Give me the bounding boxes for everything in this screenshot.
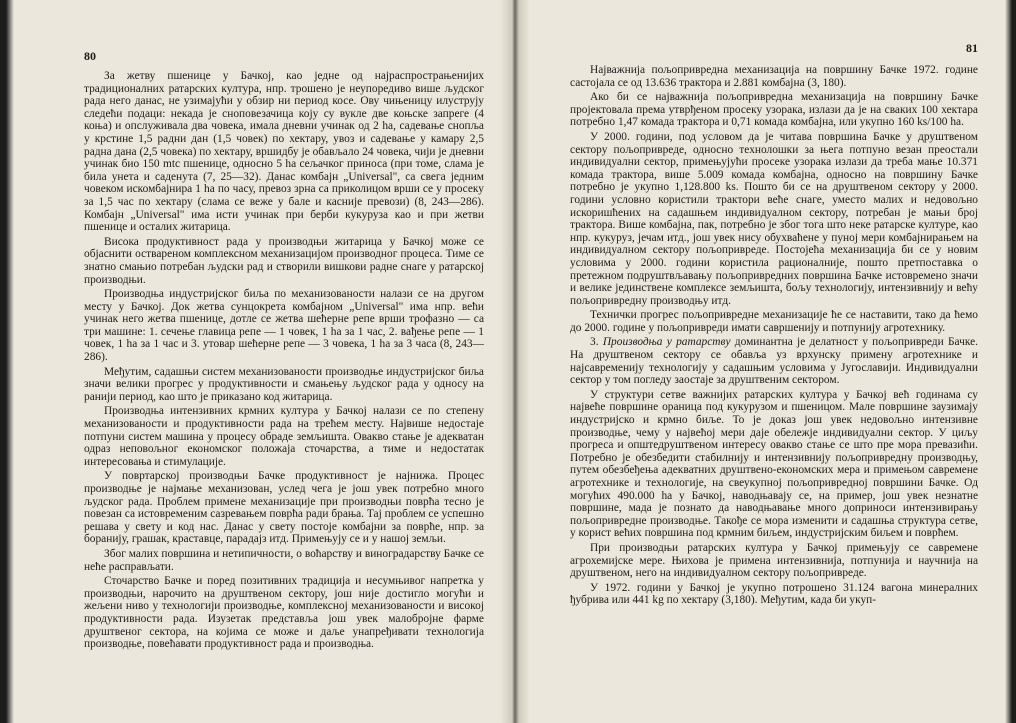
paragraph: Сточарство Бачке и поред позитивних традиција и несумњивог напретка у производњи, нарочито на друштвеном сектору, још није достигло могући и жељени ниво у технологији производње, комплексној механизованости и високој продуктивности рада. Изузетак представља још увек малобројне фарме друштвеног сектора, на којима се може и даље унапређивати технологија производње, повећавати продуктивност рада и производња.	[84, 575, 484, 651]
page-number: 80	[84, 49, 96, 63]
paragraph: Висока продуктивност рада у производњи житарица у Бачкој може се објаснити оствареном комплексном механизацијом производног процеса. Тиме се знатно смањио потребан људски рад и створили вишкови радне снаге у ратарској производњи.	[84, 235, 484, 286]
paragraph: Међутим, садашњи систем механизованости производње индустријског биља значи велики прогрес у продуктивности и смањењу људског рада у односу на ранији период, као што је приказано код житарица.	[84, 365, 484, 403]
paragraph: Производња интензивних крмних култура у Бачкој налази се по степену механизованости и продуктивности рада на трећем месту. Највише недостаје потпуни систем машина у процесу обраде земљишта. Овакво стање је адекватан одраз неповољног економског положаја сточарства, а тиме и недостатак интересовања и стимулације.	[84, 405, 484, 468]
paragraph: Најважнија пољопривредна механизација на површину Бачке 1972. године састојала се од 13.636 трактора и 2.881 комбајна (3, 180).	[570, 64, 978, 89]
paragraph: При производњи ратарских култура у Бачкој примењују се савремене агрохемијске мере. Њихова је примена интензивнија, потпунија и научнија на друштвеном, него на индивидуалном сектору пољопривреде.	[570, 541, 978, 580]
paragraph: У структури сетве важнијих ратарских култура у Бачкој већ годинама су највеће површине ораница под кукурузом и пшеницом. Мале површине заузимају индустријско и крмно биље. То је доказ још увек недовољно интензивне производње, чему у највећој мери даје обележје индивидуални сектор. У циљу прогреса и општедруштвеном интересу овакво стање се што пре мора превазићи. Потребно је обезбедити стабилнију и интензивнију пољопривредну производњу, путем обезбеђења адекватних друштвено-економских мера и примењом савремене агротехнике и технологије, на свеукупној пољопривредној површини Бачке. Од могућих 490.000 ha у Бачкој, наводњавају се, на пример, још увек незнатне површине, мада је познато да наводњавање много доприноси интензивирању пољопривредне производње. Такође се мора изменити и садашња структура сетве, у корист већих површина под крмним биљем, индустријским биљем и поврћем.	[570, 388, 978, 540]
paragraph: У повртарској производњи Бачке продуктивност је најнижа. Процес производње је најмање механизован, услед чега је још увек потребно много људског рада. Проблем примене механизације при производњи поврћа тесно је повезан са истовременим сазревањем поврћа ради брања. Тај проблем се успешно решава у свету и код нас. Данас у свету постоје комбајни за поврће, нпр. за боранију, грашак, краставце, парадајз итд. Примењују се и у нашој земљи.	[84, 470, 484, 546]
page-number: 81	[966, 41, 978, 55]
paragraph: За жетву пшенице у Бачкој, као једне од најраспрострањенијих традиционалних ратарских култура, нпр. трошено је неупоредиво више људског рада него данас, не узимајући у обзир ни период косе. Ову чињеницу илуструју следећи подаци: некада је сноповезачица коју су вукле две коњске запреге (4 коња) и опслуживала два човека, имала дневни учинак од 2 ha, садевање снопља у крстине 1,5 радни дан (1,5 човек) по хектару, увоз и садевање у камару 2,5 радна дана (2,5 човека) по хектару, вршидбу је обављало 24 човека, чији је дневни учинак био 150 mtc пшенице, односно 5 ha сељачког приноса (при томе, слама је била унета и саденута (7, 25—32). Данас комбајн „Universal", са свега једним човеком искомбајнира 1 ha по часу, превоз зрна са приколицом врши се у просеку за 1,5 час по хектару (слама се веже у бале и касније превози) (8, 243—286). Комбајн „Universal" има исти учинак при берби кукуруза као и при жетви пшенице и осталих житарица.	[84, 70, 484, 234]
paragraph: У 2000. години, под условом да је читава површина Бачке у друштвеном сектору пољопривреде, односно технолошки за њега потпуно везан преостали индивидуални сектор, примењујући просеке узорака излази да треба мање 10.371 комада трактора, више 5.009 комада комбајна, односно на површину Бачке потребно је укупно 1,128.800 ks. Пошто би се на друштвеном сектору у 2000. години условно користили трактори веће снаге, уместо малих и недовољно искоришћених на садашњем индивидуалном сектору, потребан је мањи број трактора. Више комбајна, пак, потребно је због тога што неке ратарске културе, као нпр. кукуруз, јечам итд., још увек нису обухваћене у пуној мери комбајнирањем на индивидуалном сектору пољопривреде. Постојећа механизација би се у новим условима у 2000. години користила рационалније, пошто претпоставка о претежном подруштвљавању пољопривредних површина Бачке истовремено значи и велике јединствене комплексе земљишта, бољу технологију, интензивнију и већу пољопривредну производњу итд.	[570, 130, 978, 307]
paragraph: Ако би се најважнија пољопривредна механизација на површину Бачке пројектовала према утврђеном просеку узорака, излази да је на сваких 100 хектара потребно 1,47 комада трактора и 0,71 комада комбајна, или укупно 160 ks/100 ha.	[570, 91, 978, 129]
section-heading-italic: Производња у ратарству	[602, 336, 731, 349]
paragraph: Због малих површина и нетипичности, о воћарству и виноградарству Бачке се неће расправљати.	[84, 547, 484, 573]
paragraph: У 1972. години у Бачкој је укупно потрошено 31.124 вагона минералних ђубрива или 441 kg по хектару (3,180). Међутим, када би укуп-	[570, 581, 978, 607]
left-page	[14, 0, 508, 723]
paragraph: Производња индустријског биља по механизованости налази се на другом месту у Бачкој. Док жетва сунцокрета комбајном „Universal" има нпр. већи учинак него жетва пшенице, дотле се жетва шећерне репе врши трофазно — са три машине: 1. сечење главица репе — 1 човек, 1 ha за 1 час, 2. вађење репе — 1 човек, 1 ha за 1 час и 3. утовар шећерне репе — 3 човека, 1 ha за 3 часа (8, 243—286).	[84, 288, 484, 364]
paragraph: 3. Производња у ратарству доминантна је делатност у пољопривреди Бачке. На друштвеном сектору се обавља уз врхунску примену агротехнике и најсавременију технологију у садашњим условима у Југославији. Индивидуални сектор у том погледу заостаје за друштвеним сектором.	[570, 336, 978, 387]
right-page	[522, 0, 1008, 723]
paragraph: Технички прогрес пољопривредне механизације ће се наставити, тако да ћемо до 2000. године у пољопривреди имати савршенију и потпунију агротехнику.	[570, 309, 978, 334]
